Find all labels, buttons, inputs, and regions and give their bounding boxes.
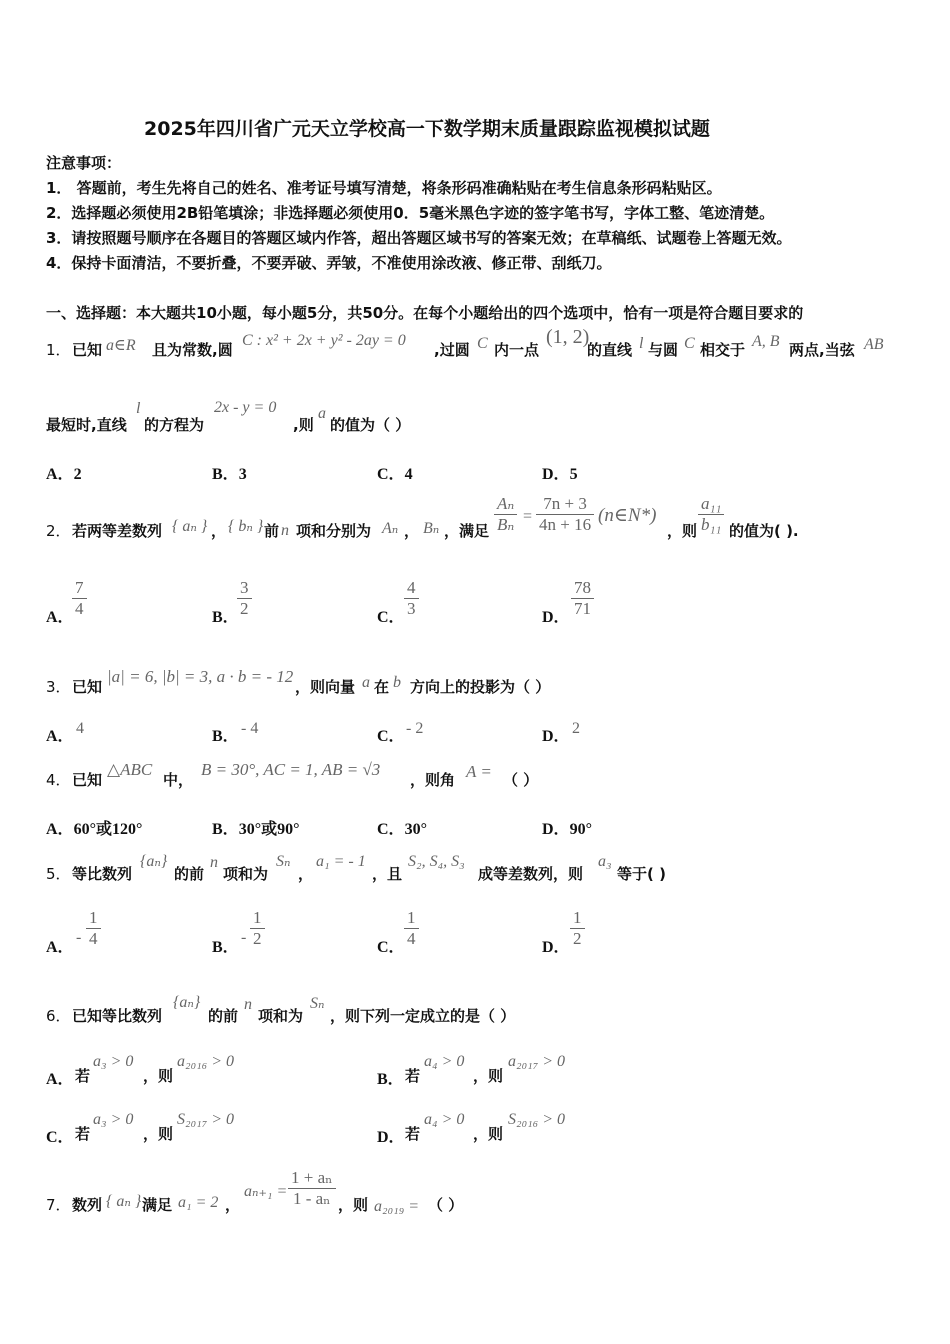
math-expr: A = <box>466 762 492 781</box>
q-text: ，则 <box>338 1196 369 1214</box>
q-text: 在 <box>374 678 390 696</box>
math-expr: {aₙ} <box>140 853 168 870</box>
q-text: 项和为 <box>258 1007 304 1025</box>
math-expr: aₙ₊₁ = <box>244 1183 288 1200</box>
option-d-value[interactable]: 2 <box>572 720 580 737</box>
math-expr: C <box>477 335 488 352</box>
q-text: 最短时,直线 <box>46 416 127 434</box>
option-b-fraction[interactable]: $\frac{1}{2}$ <box>250 908 265 949</box>
notice-item: 3．请按照题号顺序在各题目的答题区域内作答，超出答题区域书写的答案无效；在草稿纸、试题卷上答题无效。 <box>46 229 792 247</box>
q-text: 满足 <box>142 1196 173 1214</box>
q-text: 中， <box>163 771 194 789</box>
math-expr: n <box>281 522 289 539</box>
question-number: 4． <box>46 771 71 789</box>
question-number: 6． <box>46 1007 71 1025</box>
q-text: 成等差数列，则 <box>478 865 584 883</box>
q-text: 项和分别为 <box>296 522 372 540</box>
option-b[interactable]: B． <box>212 939 239 956</box>
option-d[interactable]: D． <box>542 609 570 626</box>
option-b[interactable]: B． <box>212 609 239 626</box>
q-text: ， <box>211 522 227 540</box>
math-expr: = <box>523 508 533 525</box>
fraction: $\frac{\text{Aₙ}}{\text{Bₙ}}$ <box>494 494 517 535</box>
q-text: ， <box>298 865 314 883</box>
math-expr: AB <box>864 336 884 353</box>
q-text: ， <box>404 522 420 540</box>
q-text: 已知等比数列 <box>72 1007 163 1025</box>
question-number: 5． <box>46 865 71 883</box>
math-expr: {aₙ} <box>173 994 201 1011</box>
option-b-sign[interactable]: - <box>241 929 247 946</box>
q-text: ,过圆 <box>434 341 470 359</box>
q-text: 的值为( ). <box>729 522 799 540</box>
q-text: ，则向量 <box>295 678 356 696</box>
math-expr: a <box>318 405 326 422</box>
math-expr: { aₙ } <box>172 518 208 535</box>
math-expr: a₃ <box>598 853 612 870</box>
math-expr: b <box>393 674 401 691</box>
notice-heading: 注意事项： <box>46 154 122 172</box>
q-text: 项和为 <box>223 865 269 883</box>
math-expr: △ABC <box>107 760 153 779</box>
math-expr: a₂₀₁₉ = <box>374 1198 420 1215</box>
fraction: $\frac{\text{a₁₁}}{\text{b₁₁}}$ <box>698 494 724 535</box>
question-number: 1． <box>46 341 71 359</box>
option-b[interactable]: B． <box>212 728 239 745</box>
q-text: ，则下列一定成立的是（ ） <box>330 1007 516 1025</box>
q-text: ，则角 <box>410 771 456 789</box>
option-a-fraction[interactable]: $\frac{1}{4}$ <box>86 908 101 949</box>
math-expr: a₁ = 2 <box>178 1194 219 1211</box>
math-expr: B = 30°, AC = 1, AB = √3 <box>201 760 381 779</box>
q-text: 的值为（ ） <box>330 416 411 434</box>
option-d[interactable]: D． <box>542 939 570 956</box>
q-text: 两点,当弦 <box>789 341 855 359</box>
option-c[interactable]: C． <box>377 939 405 956</box>
answer-blank[interactable]: （ ） <box>428 1196 464 1214</box>
option-b[interactable]: B．30°或90° <box>212 821 300 838</box>
q-text: 内一点 <box>494 341 540 359</box>
q-text: 已知 <box>72 341 103 359</box>
math-expr: (n∈N*) <box>598 505 657 526</box>
q-text: ,则 <box>293 416 314 434</box>
q-text: 已知 <box>72 678 103 696</box>
q-text: 前 <box>264 522 280 540</box>
option-b-fraction[interactable]: $\frac{3}{2}$ <box>237 578 252 619</box>
section-heading: 一、选择题：本大题共10小题，每小题5分，共50分。在每个小题给出的四个选项中，恰有一项是符合题目要求的 <box>46 304 804 322</box>
option-a[interactable]: A．60°或120° <box>46 821 143 838</box>
q-text: ，且 <box>372 865 403 883</box>
q-text: 方向上的投影为（ ） <box>410 678 551 696</box>
math-expr: a₁ = - 1 <box>316 853 366 870</box>
option-c[interactable]: C．4 <box>377 466 413 483</box>
q-text: 若两等差数列 <box>72 522 163 540</box>
math-expr: a <box>362 674 370 691</box>
math-expr: n <box>210 854 218 871</box>
math-expr: S₂, S₄, S₃ <box>408 853 465 870</box>
option-d-fraction[interactable]: $\frac{78}{71}$ <box>571 578 594 619</box>
option-c[interactable]: C． <box>377 609 405 626</box>
q-text: 已知 <box>72 771 103 789</box>
math-expr: A, B <box>752 333 780 350</box>
notice-item: 1． 答题前，考生先将自己的姓名、准考证号填写清楚，将条形码准确粘贴在考生信息条形码粘贴区。 <box>46 179 722 197</box>
notice-item: 2．选择题必须使用2B铅笔填涂；非选择题必须使用0．5毫米黑色字迹的签字笔书写，字体工整、笔迹清楚。 <box>46 204 775 222</box>
q-text: 且为常数,圆 <box>152 341 233 359</box>
option-a[interactable]: A．2 <box>46 466 82 483</box>
q-text: 的前 <box>208 1007 239 1025</box>
math-expr: Sₙ <box>276 853 291 870</box>
math-expr: C <box>684 335 695 352</box>
page-title: 2025年四川省广元天立学校高一下数学期末质量跟踪监视模拟试题 <box>144 118 710 140</box>
option-c-fraction[interactable]: $\frac{1}{4}$ <box>404 908 419 949</box>
math-expr: Aₙ <box>382 520 399 537</box>
option-d[interactable]: D．90° <box>542 821 592 838</box>
option-a-sign[interactable]: - <box>76 929 82 946</box>
q-text: 与圆 <box>648 341 679 359</box>
math-expr: 2x - y = 0 <box>214 399 277 416</box>
q-text: （ ） <box>503 771 539 789</box>
option-c[interactable]: C．30° <box>377 821 427 838</box>
q-text: ， <box>225 1196 241 1214</box>
q-text: 等比数列 <box>72 865 133 883</box>
q-text: ，则 <box>667 522 698 540</box>
q-text: 数列 <box>72 1196 103 1214</box>
option-d[interactable]: D． <box>542 728 570 745</box>
option-a-value[interactable]: 4 <box>76 720 84 737</box>
question-number: 3． <box>46 678 71 696</box>
math-expr: { bₙ } <box>228 518 264 535</box>
notice-item: 4．保持卡面清洁，不要折叠，不要弄破、弄皱，不准使用涂改液、修正带、刮纸刀。 <box>46 254 612 272</box>
option-a[interactable]: A． <box>46 939 74 956</box>
math-expr: n <box>244 996 252 1013</box>
option-a-fraction[interactable]: $\frac{7}{4}$ <box>72 578 87 619</box>
q-text: 的直线 <box>587 341 633 359</box>
option-c-fraction[interactable]: $\frac{4}{3}$ <box>404 578 419 619</box>
option-d[interactable]: D．5 <box>542 466 578 483</box>
math-expr: l <box>136 400 141 417</box>
option-b[interactable]: B．3 <box>212 466 247 483</box>
q-text: 相交于 <box>700 341 746 359</box>
fraction: $\frac{7n + 3}{4n + 16}$ <box>536 494 594 535</box>
q-text: ，满足 <box>444 522 490 540</box>
math-expr: a∈R <box>106 337 136 354</box>
fraction: $\frac{\text{1 + aₙ}}{\text{1 - aₙ}}$ <box>288 1168 336 1209</box>
q-text: 的方程为 <box>144 416 205 434</box>
option-c-value[interactable]: - 2 <box>406 720 424 737</box>
math-expr: l <box>639 335 644 352</box>
option-d-fraction[interactable]: $\frac{1}{2}$ <box>570 908 585 949</box>
question-number: 7． <box>46 1196 71 1214</box>
math-expr: C : x² + 2x + y² - 2ay = 0 <box>242 332 406 349</box>
math-expr: (1, 2) <box>546 326 590 348</box>
option-a[interactable]: A． <box>46 728 74 745</box>
option-a[interactable]: A． <box>46 609 74 626</box>
math-expr: Sₙ <box>310 995 325 1012</box>
math-expr: { aₙ } <box>106 1193 142 1210</box>
question-number: 2． <box>46 522 71 540</box>
math-expr: |a| = 6, |b| = 3, a · b = - 12 <box>107 667 294 686</box>
q-text: 等于( ) <box>617 865 666 883</box>
q-text: 的前 <box>174 865 205 883</box>
option-b-value[interactable]: - 4 <box>241 720 259 737</box>
math-expr: Bₙ <box>423 520 440 537</box>
option-c[interactable]: C． <box>377 728 405 745</box>
